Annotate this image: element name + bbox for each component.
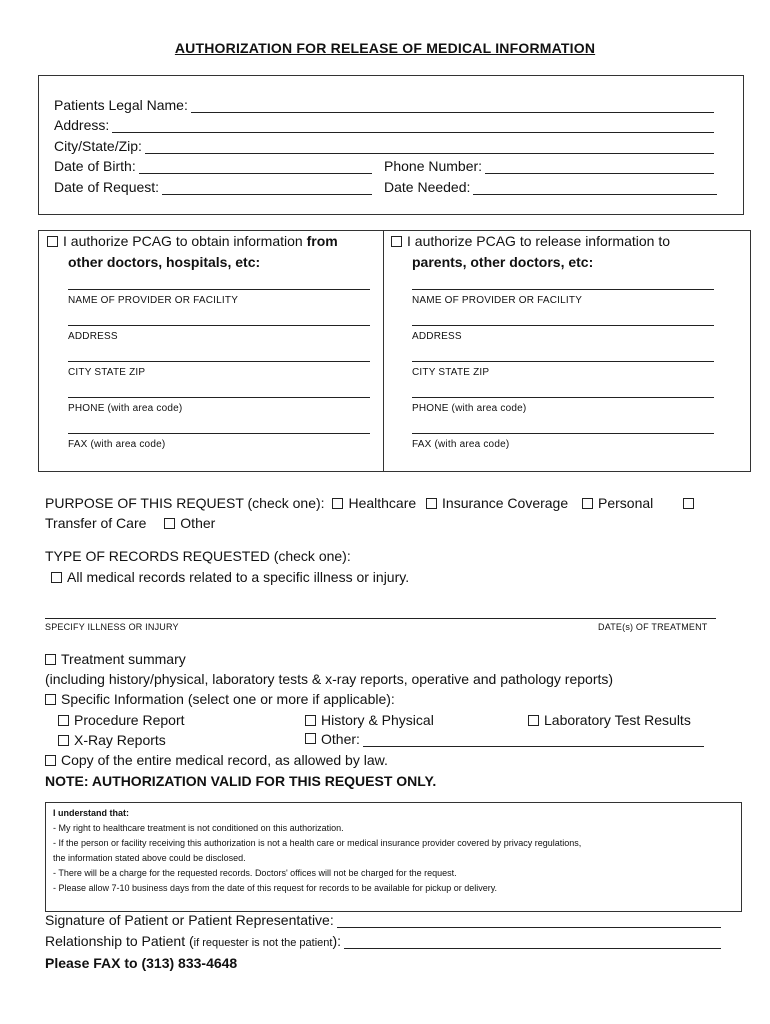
signature-field[interactable] — [337, 913, 721, 928]
insurance-option: Insurance Coverage — [442, 495, 569, 511]
obtain-section — [47, 231, 377, 273]
understand-text — [53, 806, 738, 896]
other-purpose-checkbox[interactable] — [164, 518, 175, 529]
needed-date-field[interactable] — [473, 180, 717, 195]
address-row — [54, 117, 714, 133]
personal-checkbox[interactable] — [582, 498, 593, 509]
copy-entire-option: Copy of the entire medical record, as allowed by law. — [61, 752, 388, 768]
legal-name-label: Patients Legal Name: — [54, 97, 188, 113]
xray-row — [58, 730, 166, 750]
relationship-row — [45, 933, 721, 949]
obtain-text-line2: other doctors, hospitals, etc: — [68, 254, 261, 270]
address-label: Address: — [54, 117, 110, 133]
phone-field-label: PHONE (with area code) — [68, 403, 183, 414]
city-label: City/State/Zip: — [54, 138, 142, 154]
dob-label: Date of Birth: — [54, 158, 136, 174]
copy-entire-checkbox[interactable] — [45, 755, 56, 766]
purpose-label: PURPOSE OF THIS REQUEST (check one): — [45, 495, 325, 511]
treatment-summary-checkbox[interactable] — [45, 654, 56, 665]
understand-line: - There will be a charge for the requested records. Doctors' offices will not be charged for the request. — [53, 868, 457, 878]
dob-field[interactable] — [139, 159, 372, 174]
release-text: I authorize PCAG to release information to — [407, 233, 671, 249]
release-section — [391, 231, 736, 273]
understand-line: - My right to healthcare treatment is not conditioned on this authorization. — [53, 823, 344, 833]
address-field[interactable] — [112, 118, 714, 133]
signature-row — [45, 912, 721, 928]
release-provider-name-field[interactable] — [412, 289, 714, 306]
release-text-line2: parents, other doctors, etc: — [412, 254, 594, 270]
needed-date-label: Date Needed: — [384, 179, 471, 195]
specify-illness-line[interactable] — [45, 618, 716, 619]
dates-of-treatment-label: DATE(s) OF TREATMENT — [598, 622, 708, 632]
understand-line: - If the person or facility receiving this authorization is not a health care or medical insurance provider covered by privacy regulations, — [53, 838, 582, 848]
authorization-note: NOTE: AUTHORIZATION VALID FOR THIS REQUEST ONLY. — [45, 773, 437, 789]
copy-entire-row — [45, 750, 388, 770]
other-records-field[interactable] — [363, 732, 704, 747]
healthcare-checkbox[interactable] — [332, 498, 343, 509]
legal-name-field[interactable] — [191, 98, 714, 113]
address-field-label: ADDRESS — [412, 331, 462, 342]
understand-line: - Please allow 7-10 business days from the date of this request for records to be available for pickup or delivery. — [53, 883, 498, 893]
obtain-text-bold: from — [306, 233, 338, 249]
treatment-detail: (including history/physical, laboratory tests & x-ray reports, operative and pathology reports) — [45, 671, 614, 687]
city-field-label: CITY STATE ZIP — [68, 367, 146, 378]
obtain-phone-field[interactable] — [68, 397, 370, 414]
treatment-summary-row — [45, 649, 186, 669]
release-phone-field[interactable] — [412, 397, 714, 414]
release-checkbox[interactable] — [391, 236, 402, 247]
other-records-row — [305, 731, 704, 747]
city-row — [54, 138, 714, 154]
provider-name-label: NAME OF PROVIDER OR FACILITY — [68, 295, 239, 306]
legal-name-row — [54, 97, 714, 113]
needed-date-row — [384, 179, 717, 195]
obtain-city-field[interactable] — [68, 361, 370, 378]
phone-field[interactable] — [485, 159, 714, 174]
procedure-row — [58, 710, 185, 730]
form-title: AUTHORIZATION FOR RELEASE OF MEDICAL INFORMATION — [174, 40, 596, 56]
other-purpose-option: Other — [180, 515, 216, 531]
understand-line: the information stated above could be disclosed. — [53, 853, 246, 863]
dob-row — [54, 158, 372, 174]
obtain-text: I authorize PCAG to obtain information — [63, 233, 307, 249]
other-records-option: Other: — [321, 731, 360, 747]
fax-field-label: FAX (with area code) — [412, 439, 510, 450]
request-date-row — [54, 179, 372, 195]
phone-label: Phone Number: — [384, 158, 483, 174]
purpose-line2 — [45, 513, 215, 533]
treatment-summary-option: Treatment summary — [61, 651, 186, 667]
release-fax-field[interactable] — [412, 433, 714, 450]
fax-field-label: FAX (with area code) — [68, 439, 166, 450]
xray-option: X-Ray Reports — [74, 732, 166, 748]
insurance-checkbox[interactable] — [426, 498, 437, 509]
healthcare-option: Healthcare — [348, 495, 417, 511]
all-related-option: All medical records related to a specific illness or injury. — [67, 569, 410, 585]
understand-heading: I understand that: — [53, 808, 129, 818]
specific-info-option: Specific Information (select one or more if applicable): — [61, 691, 395, 707]
phone-row — [384, 158, 714, 174]
all-related-checkbox[interactable] — [51, 572, 62, 583]
obtain-fax-field[interactable] — [68, 433, 370, 450]
specify-illness-label: SPECIFY ILLNESS OR INJURY — [45, 622, 179, 632]
obtain-checkbox[interactable] — [47, 236, 58, 247]
specific-info-row — [45, 689, 395, 709]
relationship-note: if requester is not the patient — [193, 937, 333, 949]
obtain-provider-name-field[interactable] — [68, 289, 370, 306]
address-field-label: ADDRESS — [68, 331, 118, 342]
procedure-checkbox[interactable] — [58, 715, 69, 726]
specific-info-checkbox[interactable] — [45, 694, 56, 705]
lab-row — [528, 710, 691, 730]
relationship-close: ): — [332, 933, 342, 949]
history-option: History & Physical — [321, 712, 434, 728]
city-field-label: CITY STATE ZIP — [412, 367, 490, 378]
release-address-field[interactable] — [412, 325, 714, 342]
lab-option: Laboratory Test Results — [544, 712, 691, 728]
xray-checkbox[interactable] — [58, 735, 69, 746]
relationship-label: Relationship to Patient ( — [45, 933, 194, 949]
history-row — [305, 710, 434, 730]
request-date-field[interactable] — [162, 180, 372, 195]
purpose-section — [45, 493, 745, 513]
lab-checkbox[interactable] — [528, 715, 539, 726]
provider-box-divider — [383, 230, 384, 471]
phone-field-label: PHONE (with area code) — [412, 403, 527, 414]
all-related-row — [51, 567, 409, 587]
transfer-option: Transfer of Care — [45, 515, 147, 531]
personal-option: Personal — [598, 495, 654, 511]
obtain-address-field[interactable] — [68, 325, 370, 342]
procedure-option: Procedure Report — [74, 712, 185, 728]
city-field[interactable] — [145, 139, 714, 154]
release-city-field[interactable] — [412, 361, 714, 378]
history-checkbox[interactable] — [305, 715, 316, 726]
signature-label: Signature of Patient or Patient Representative: — [45, 912, 334, 928]
transfer-checkbox[interactable] — [683, 498, 694, 509]
records-label: TYPE OF RECORDS REQUESTED (check one): — [45, 548, 351, 564]
request-date-label: Date of Request: — [54, 179, 160, 195]
fax-instruction: Please FAX to (313) 833-4648 — [45, 955, 238, 971]
other-records-checkbox[interactable] — [305, 733, 316, 744]
provider-name-label: NAME OF PROVIDER OR FACILITY — [412, 295, 583, 306]
relationship-field[interactable] — [344, 934, 721, 949]
